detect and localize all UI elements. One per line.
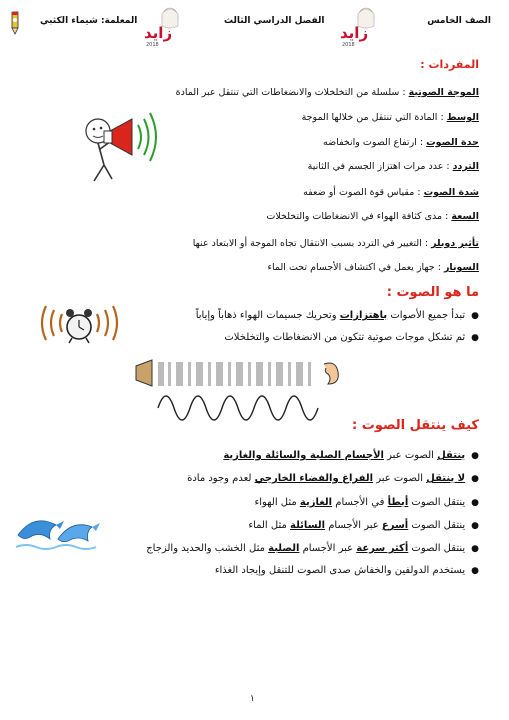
what-is-sound-title: ما هو الصوت : (386, 285, 479, 300)
zayed-logo-year: 2018 (342, 42, 355, 48)
vocab-def: : التغيير في التردد بسبب الانتقال تجاه الموجة أو الابتعاد عنها (192, 238, 429, 249)
vocab-def: : جهاز يعمل في اكتشاف الأجسام تحت الماء (267, 262, 441, 273)
vocab-def: : ارتفاع الصوت وانخفاضه (323, 137, 424, 148)
keyword: ينتقل (437, 450, 466, 461)
dolphins-icon (12, 505, 102, 555)
vocab-term: الوسط (446, 112, 479, 123)
list-item (248, 520, 479, 531)
text-span: يستخدم الدولفين والخفاش صدى الصوت للتنقل وإيجاد الغذاء (214, 565, 466, 576)
text-span: مثل الماء (248, 520, 291, 531)
list-item (224, 332, 479, 343)
bullet-icon: ● (471, 498, 479, 508)
sound-wave-diagram (132, 356, 352, 426)
vocab-item (302, 112, 479, 123)
page-number: ١ (250, 694, 255, 704)
megaphone-figure-icon (80, 105, 170, 185)
keyword: أبطأ (387, 497, 409, 508)
keyword: أسرع (381, 520, 409, 531)
keyword: السائلة (290, 520, 326, 531)
vocab-def: : عدد مرات اهتزاز الجسم في الثانية (307, 161, 450, 172)
keyword: الصلبة (268, 543, 300, 554)
bullet-icon: ● (471, 311, 479, 321)
vocab-def: : المادة التي تنتقل من خلالها الموجة (301, 112, 444, 123)
bullet-icon: ● (471, 521, 479, 531)
bullet-icon: ● (471, 333, 479, 343)
vocab-title: المفردات : (420, 58, 479, 71)
vocab-def: : مقياس قوة الصوت أو ضعفه (303, 187, 421, 198)
keyword: باهتزازات (339, 310, 388, 321)
keyword: الفراغ والفضاء الخارجي (254, 473, 374, 484)
vocab-term: الموجة الصوتية (408, 87, 479, 98)
text-span: ثم تشكل موجات صوتية تتكون من الانضغاطات والتخلخلات (224, 332, 466, 343)
keyword: الأجسام الصلبة والسائلة والغازية (223, 450, 384, 461)
text-span: ينتقل الصوت (408, 520, 466, 531)
vocab-item (268, 262, 479, 273)
vocab-term: تأثير دوبلر (431, 238, 479, 249)
list-item (215, 565, 479, 576)
text-span: عبر الأجسام (325, 520, 382, 531)
list-item (187, 473, 479, 484)
bullet-icon: ● (471, 451, 479, 461)
text-span: ينتقل الصوت (408, 497, 466, 508)
text-span: الصوت عبر (383, 450, 438, 461)
vocab-term: حدة الصوت (426, 137, 479, 148)
how-sound-travels-title: كيف ينتقل الصوت : (352, 418, 479, 433)
term-label: الفصل الدراسي الثالث (224, 16, 325, 26)
list-item (196, 310, 479, 321)
vocab-item (308, 161, 479, 172)
vocab-item (193, 238, 479, 249)
vocab-item (323, 137, 479, 148)
zayed-logo-year: 2018 (146, 42, 159, 48)
keyword: الغازية (299, 497, 333, 508)
alarm-clock-icon (32, 298, 127, 348)
text-span: مثل الخشب والحديد والزجاج (146, 543, 269, 554)
zayed-logo-text: زايد (340, 24, 369, 42)
bullet-icon: ● (471, 544, 479, 554)
text-span: وتحريك جسيمات الهواء ذهاباً وإياباً (195, 310, 340, 321)
list-item (146, 543, 479, 554)
zayed-logo-right (336, 6, 382, 48)
vocab-item (303, 187, 479, 198)
teacher-label: المعلمة: شيماء الكثبي (40, 16, 138, 26)
zayed-logo-left (140, 6, 186, 48)
bullet-icon: ● (471, 566, 479, 576)
text-span: ينتقل الصوت (408, 543, 466, 554)
grade-label: الصف الخامس (427, 16, 491, 26)
vocab-item (176, 87, 479, 98)
vocab-term: السعة (451, 211, 479, 222)
vocab-term: شدة الصوت (423, 187, 479, 198)
pencil-icon (8, 10, 22, 36)
zayed-logo-text: زايد (144, 24, 173, 42)
keyword: لا ينتقل (426, 473, 466, 484)
bullet-icon: ● (471, 474, 479, 484)
vocab-term: السونار (443, 262, 479, 273)
text-span: عبر الأجسام (299, 543, 357, 554)
text-span: مثل الهواء (254, 497, 300, 508)
vocab-def: : سلسلة من التخلخلات والانضغاطات التي تنتقل عبر المادة (175, 87, 406, 98)
vocab-item (266, 211, 479, 222)
vocab-def: : مدى كثافة الهواء في الانضغاطات والتخلخلات (266, 211, 449, 222)
text-span: تبدأ جميع الأصوات (387, 310, 466, 321)
vocab-term: التردد (452, 161, 479, 172)
text-span: الصوت عبر (373, 473, 427, 484)
list-item (255, 497, 479, 508)
text-span: في الأجسام (332, 497, 388, 508)
keyword: أكثر سرعة (356, 543, 409, 554)
text-span: لعدم وجود مادة (187, 473, 255, 484)
list-item (223, 450, 479, 461)
